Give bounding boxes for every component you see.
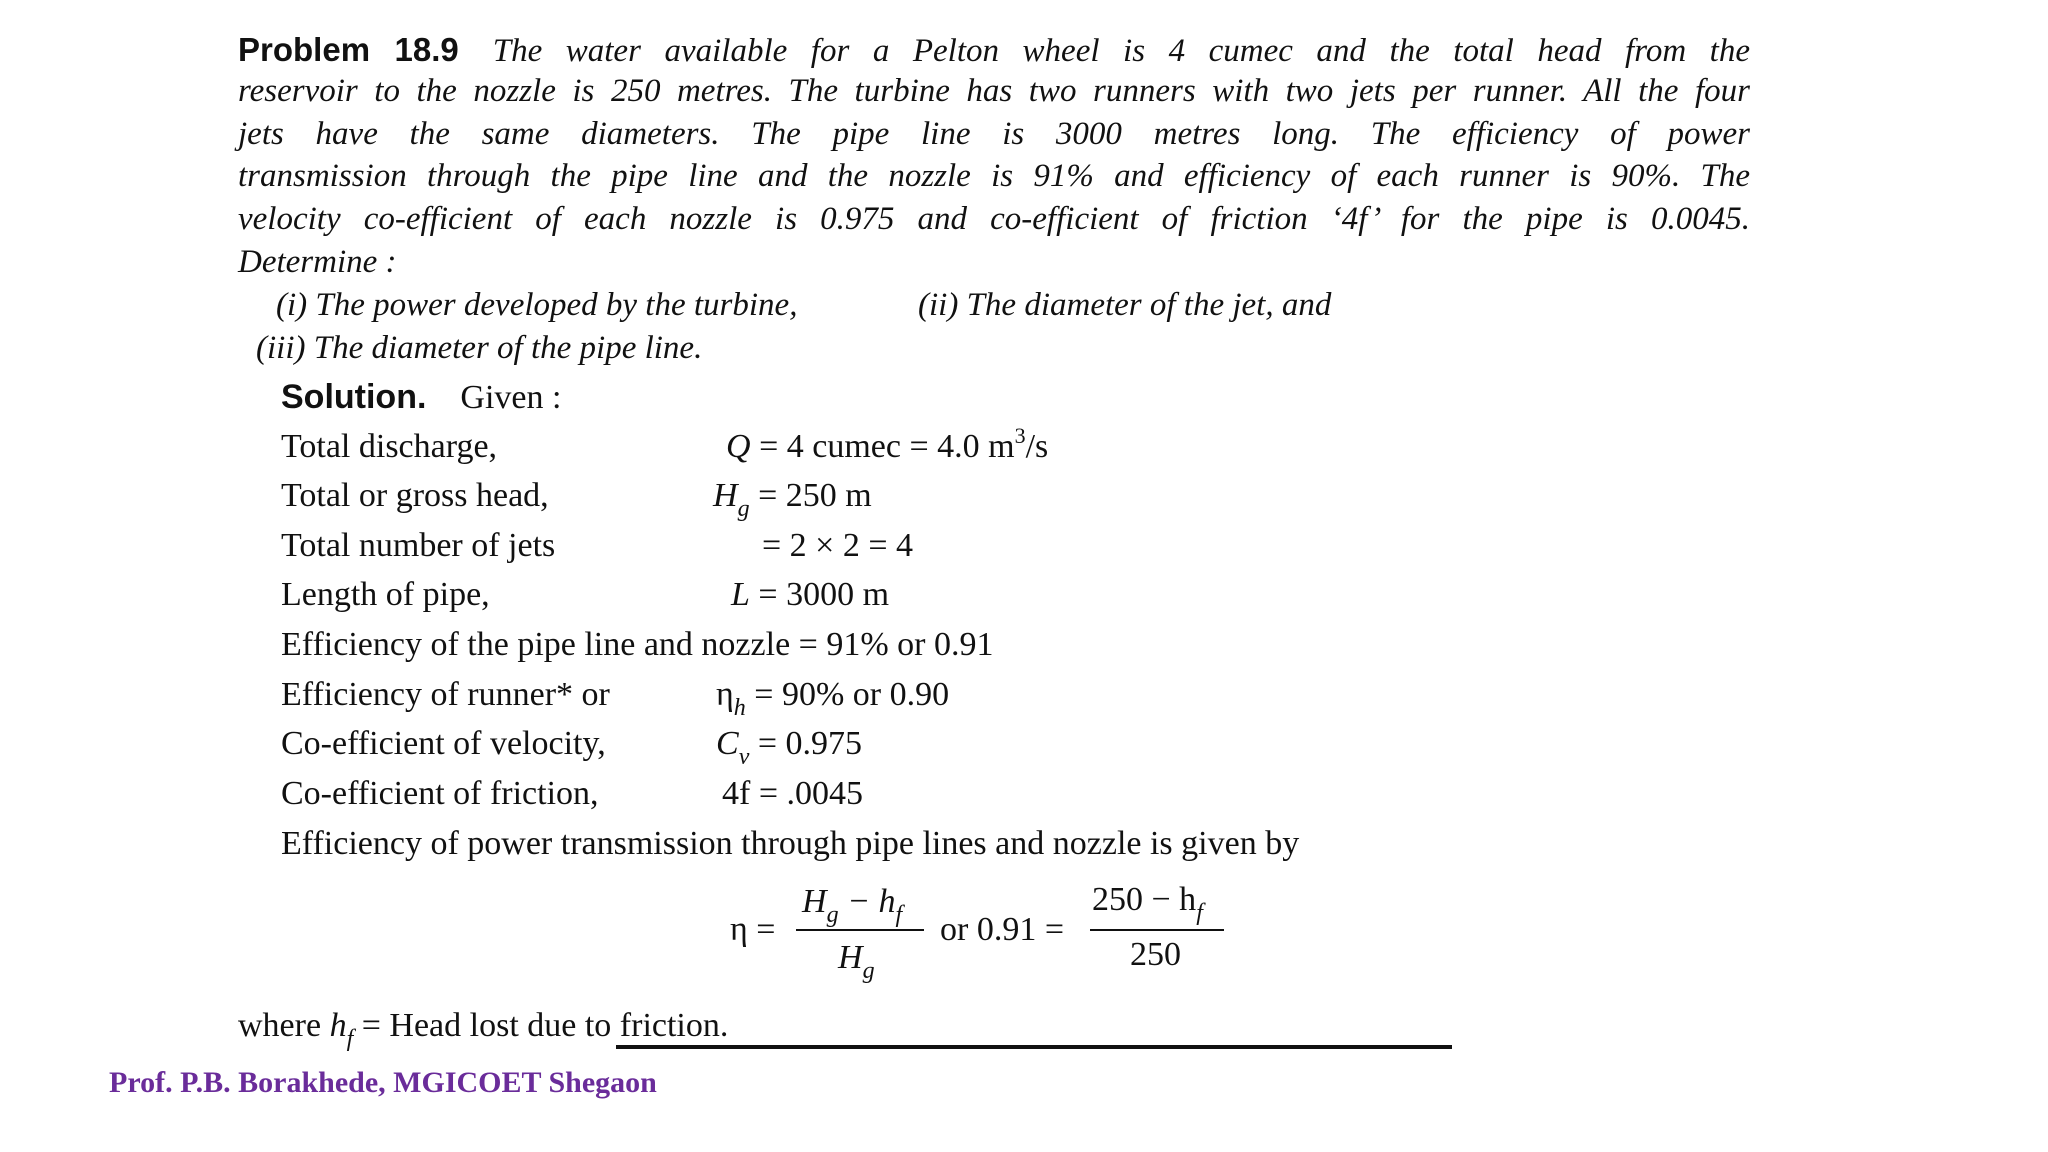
problem-line-3: jets have the same diameters. The pipe line is 3000 metres long. The efficiency of power bbox=[238, 116, 1750, 152]
problem-label: Problem 18.9 bbox=[238, 31, 459, 68]
given-row-velocity-value: $C_v = 0.975$ bbox=[716, 725, 863, 770]
given-row-discharge-value: Q = 4 cumec = 4.0 $m^3/s$ bbox=[726, 423, 1049, 465]
given-row-friction-value: 4f = .0045 bbox=[722, 775, 864, 812]
given-row-head-label: Total or gross head, bbox=[281, 477, 549, 514]
question-item-3: (iii) The diameter of the pipe line. bbox=[256, 330, 703, 366]
transmission-statement: Efficiency of power transmission through pipe lines and nozzle is given by bbox=[281, 825, 1300, 862]
fraction-2-bar bbox=[1090, 929, 1224, 931]
fraction-2-denominator: 250 bbox=[1130, 936, 1181, 973]
pipe-efficiency-line: Efficiency of the pipe line and nozzle = 91% or 0.91 bbox=[281, 626, 994, 663]
given-row-runner-label: Efficiency of runner* or bbox=[281, 676, 610, 713]
given-row-velocity-label: Co-efficient of velocity, bbox=[281, 725, 606, 762]
given-row-head-value: $H_g = 250$ m bbox=[713, 477, 872, 522]
where-line: where $h_f$ = Head lost due to friction. bbox=[238, 1007, 729, 1052]
given-row-jets-label: Total number of jets bbox=[281, 527, 556, 564]
problem-text-1: The water available for a Pelton wheel is 4 cumec and the total head from the bbox=[492, 33, 1750, 69]
fraction-1-bar bbox=[796, 929, 924, 931]
equation-lhs: η = bbox=[730, 911, 776, 948]
given-row-runner-value: $\eta_h = 90\%$ or 0.90 bbox=[716, 676, 950, 721]
solution-label: Solution. bbox=[281, 378, 427, 416]
problem-line-5: velocity co-efficient of each nozzle is 0.975 and co-efficient of friction ‘4f’ for the pipe is 0.0045. bbox=[238, 201, 1750, 237]
question-item-1: (i) The power developed by the turbine, bbox=[276, 287, 798, 323]
author-footer: Prof. P.B. Borakhede, MGICOET Shegaon bbox=[109, 1066, 657, 1099]
question-item-2: (ii) The diameter of the jet, and bbox=[918, 287, 1332, 323]
equation-middle: or 0.91 = bbox=[940, 911, 1064, 948]
given-label: Given : bbox=[460, 379, 562, 416]
given-row-friction-label: Co-efficient of friction, bbox=[281, 775, 599, 812]
given-row-length-label: Length of pipe, bbox=[281, 576, 490, 613]
problem-line-1 bbox=[238, 28, 1750, 73]
problem-line-6: Determine : bbox=[238, 244, 397, 280]
fraction-2-numerator: $250 - h_f$ bbox=[1092, 881, 1203, 926]
given-row-discharge-label: Total discharge, bbox=[281, 428, 498, 465]
divider-rule bbox=[616, 1045, 1452, 1049]
problem-line-4: transmission through the pipe line and the nozzle is 91% and efficiency of each runner is 90%. The bbox=[238, 158, 1750, 194]
given-row-length-value: L = 3000 m bbox=[731, 576, 890, 613]
fraction-1-denominator: $H_g$ bbox=[838, 939, 875, 984]
given-row-jets-value: = 2 × 2 = 4 bbox=[762, 527, 914, 564]
problem-line-2: reservoir to the nozzle is 250 metres. The turbine has two runners with two jets per runner. All the four bbox=[238, 73, 1750, 109]
fraction-1-numerator: $H_g - h_f$ bbox=[802, 883, 903, 928]
solution-heading bbox=[281, 375, 561, 420]
